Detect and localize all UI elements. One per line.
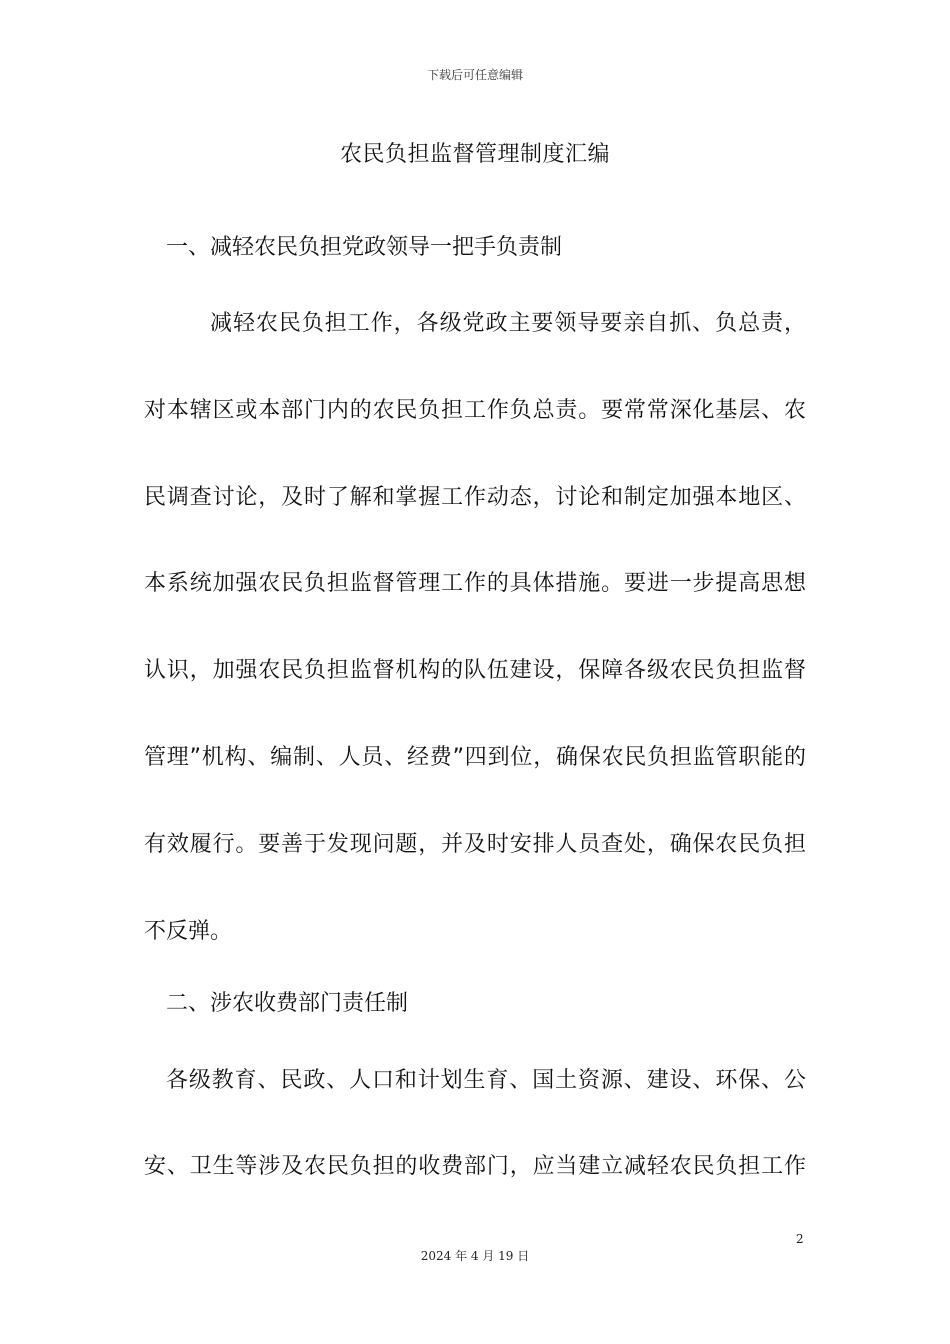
document-title: 农民负担监督管理制度汇编	[339, 142, 610, 167]
section-1-line-5: 认识，加强农民负担监督机构的队伍建设，保障各级农民负担监督	[144, 658, 806, 683]
section-2-heading: 二、涉农收费部门责任制	[166, 991, 409, 1016]
section-1-line-6: 管理”机构、编制、人员、经费”四到位，确保农民负担监管职能的	[144, 745, 806, 770]
section-1-line-7: 有效履行。要善于发现问题，并及时安排人员查处，确保农民负担	[144, 832, 806, 857]
section-1-line-4: 本系统加强农民负担监督管理工作的具体措施。要进一步提高思想	[144, 571, 806, 596]
footer-date: 2024 年 4 月 19 日	[420, 1249, 530, 1263]
section-1-line-3: 民调查讨论，及时了解和掌握工作动态，讨论和制定加强本地区、	[144, 485, 806, 510]
page-number: 2	[796, 1232, 804, 1246]
section-1-line-8: 不反弹。	[144, 919, 233, 944]
section-1-line-1: 减轻农民负担工作，各级党政主要领导要亲自抓、负总责，	[210, 311, 806, 336]
section-1-heading: 一、减轻农民负担党政领导一把手负责制	[166, 235, 563, 260]
section-2-line-2: 安、卫生等涉及农民负担的收费部门，应当建立减轻农民负担工作	[144, 1154, 806, 1179]
section-2-line-1: 各级教育、民政、人口和计划生育、国土资源、建设、环保、公	[166, 1068, 806, 1093]
page-header: 下载后可任意编辑	[426, 68, 523, 82]
section-1-line-2: 对本辖区或本部门内的农民负担工作负总责。要常常深化基层、农	[144, 398, 806, 423]
